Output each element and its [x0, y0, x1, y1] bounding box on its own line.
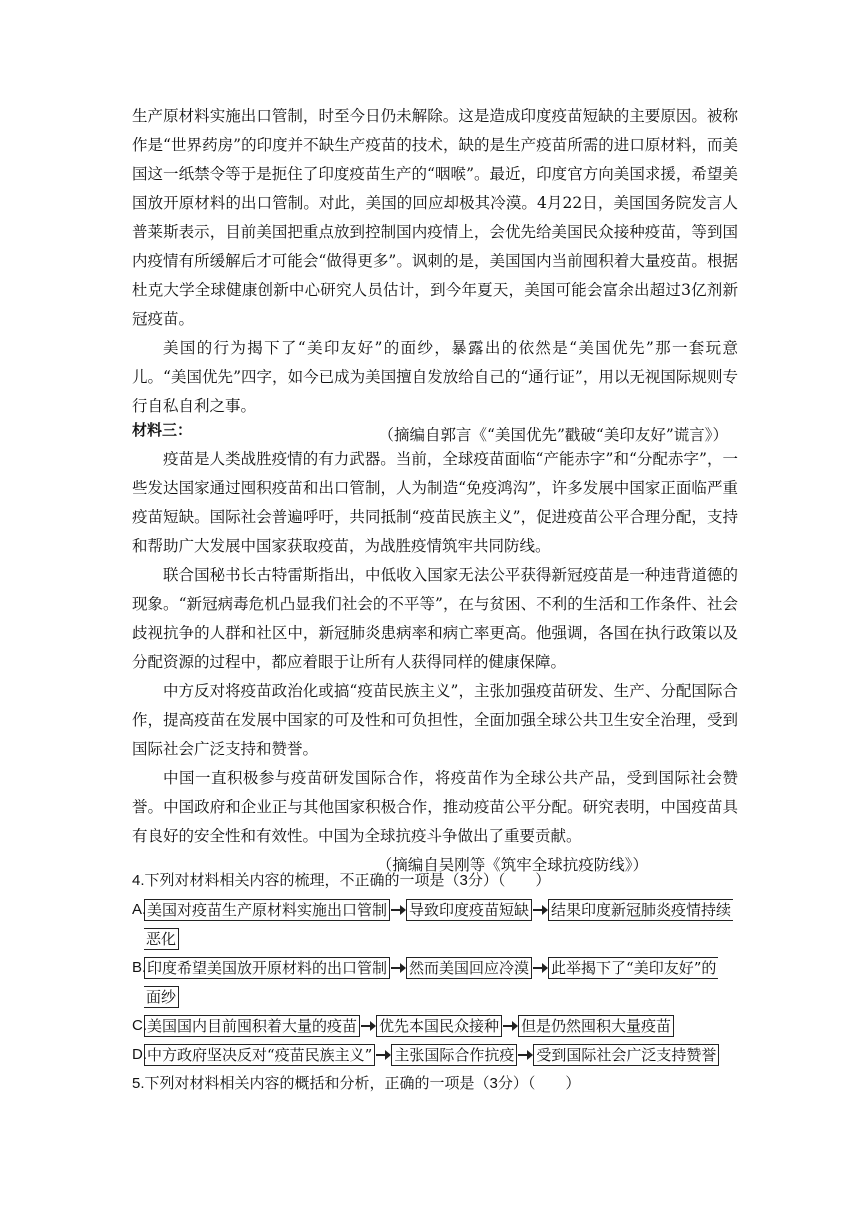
option-label: B. — [132, 959, 147, 976]
flow-box-1: 美国对疫苗生产原材料实施出口管制 — [144, 899, 390, 921]
arrow-right-icon — [533, 967, 547, 969]
material2-source: （摘编自郭言《“美国优先”戳破“美印友好”谎言》） — [378, 426, 728, 444]
arrow-right-icon — [391, 967, 405, 969]
flow-box-3: 此举揭下了“美印友好”的 — [548, 957, 718, 979]
material2-paragraph-2: 美国的行为揭下了“美印友好”的面纱，暴露出的依然是“美国优先”那一套玩意儿。“美国优先”四字，如今已成为美国擅自发放给自己的“通行证”，用以无视国际规则专行自私自利之事。 — [132, 339, 738, 415]
question4-option-d[interactable] — [132, 1040, 738, 1069]
material3-source: （摘编自吴刚等《筑牢全球抗疫防线》） — [376, 856, 648, 874]
arrow-right-icon — [503, 1025, 517, 1027]
option-label: D. — [132, 1046, 147, 1063]
flow-box-2: 主张国际合作抗疫 — [391, 1044, 517, 1066]
flow-box-3: 受到国际社会广泛支持赞誉 — [533, 1044, 719, 1066]
question4-option-c[interactable] — [132, 1011, 738, 1040]
flow-box-1: 印度希望美国放开原材料的出口管制 — [144, 957, 390, 979]
flow-box-2: 优先本国民众接种 — [376, 1015, 502, 1037]
flow-box-2: 然而美国回应冷漠 — [406, 957, 532, 979]
material3-paragraph-3: 中方反对将疫苗政治化或搞“疫苗民族主义”，主张加强疫苗研发、生产、分配国际合作，提高疫苗在发展中国家的可及性和可负担性，全面加强全球公共卫生安全治理，受到国际社会广泛支持和赞誉。 — [132, 682, 738, 758]
arrow-right-icon — [361, 1025, 375, 1027]
material3-paragraph-4: 中国一直积极参与疫苗研发国际合作，将疫苗作为全球公共产品，受到国际社会赞誉。中国政府和企业正与其他国家积极合作，推动疫苗公平分配。研究表明，中国疫苗具有良好的安全性和有效性。中国为全球抗疫斗争做出了重要贡献。 — [132, 769, 738, 845]
material3-paragraph-1: 疫苗是人类战胜疫情的有力武器。当前，全球疫苗面临“产能赤字”和“分配赤字”，一些发达国家通过囤积疫苗和出口管制，人为制造“免疫鸿沟”，许多发展中国家正面临严重疫苗短缺。国际社会普遍呼吁，共同抵制“疫苗民族主义”，促进疫苗公平合理分配，支持和帮助广大发展中国家获取疫苗，为战胜疫情筑牢共同防线。 — [132, 450, 738, 555]
arrow-right-icon — [518, 1054, 532, 1056]
arrow-right-icon — [391, 909, 405, 911]
question4-section — [132, 866, 738, 1098]
flow-box-3: 结果印度新冠肺炎疫情持续 — [548, 899, 733, 921]
flow-box-3-continued: 恶化 — [144, 928, 179, 950]
question5-stem: 5.下列对材料相关内容的概括和分析，正确的一项是（3分）（ ） — [132, 1075, 581, 1092]
question4-stem: 4.下列对材料相关内容的梳理，不正确的一项是（3分）（ ） — [132, 872, 551, 889]
arrow-right-icon — [533, 909, 547, 911]
flow-box-1: 美国国内目前囤积着大量的疫苗 — [144, 1015, 360, 1037]
question4-option-a[interactable] — [132, 895, 738, 953]
material2-section — [132, 102, 738, 450]
material3-heading: 材料三： — [132, 421, 193, 439]
flow-box-3: 但是仍然囤积大量疫苗 — [518, 1015, 674, 1037]
arrow-right-icon — [376, 1054, 390, 1056]
material3-paragraph-2: 联合国秘书长古特雷斯指出，中低收入国家无法公平获得新冠疫苗是一种违背道德的现象。“新冠病毒危机凸显我们社会的不平等”，在与贫困、不利的生活和工作条件、社会歧视抗争的人群和社区中，新冠肺炎患病率和病亡率更高。他强调，各国在执行政策以及分配资源的过程中，都应着眼于让所有人获得同样的健康保障。 — [132, 566, 738, 671]
option-label: A. — [132, 901, 147, 918]
question4-option-b[interactable] — [132, 953, 738, 1011]
flow-box-1: 中方政府坚决反对“疫苗民族主义” — [144, 1044, 375, 1066]
flow-box-3-continued: 面纱 — [144, 986, 179, 1008]
material3-section — [132, 416, 738, 880]
material2-paragraph-1: 生产原材料实施出口管制，时至今日仍未解除。这是造成印度疫苗短缺的主要原因。被称作是“世界药房”的印度并不缺生产疫苗的技术，缺的是生产疫苗所需的进口原材料，而美国这一纸禁令等于是扼住了印度疫苗生产的“咽喉”。最近，印度官方向美国求援，希望美国放开原材料的出口管制。对此，美国的回应却极其冷漠。4月22日，美国国务院发言人普莱斯表示，目前美国把重点放到控制国内疫情上，会优先给美国民众接种疫苗，等到国内疫情有所缓解后才可能会“做得更多”。讽刺的是，美国国内当前囤积着大量疫苗。根据杜克大学全球健康创新中心研究人员估计，到今年夏天，美国可能会富余出超过3亿剂新冠疫苗。 — [132, 107, 738, 328]
option-label: C. — [132, 1017, 147, 1034]
flow-box-2: 导致印度疫苗短缺 — [406, 899, 532, 921]
